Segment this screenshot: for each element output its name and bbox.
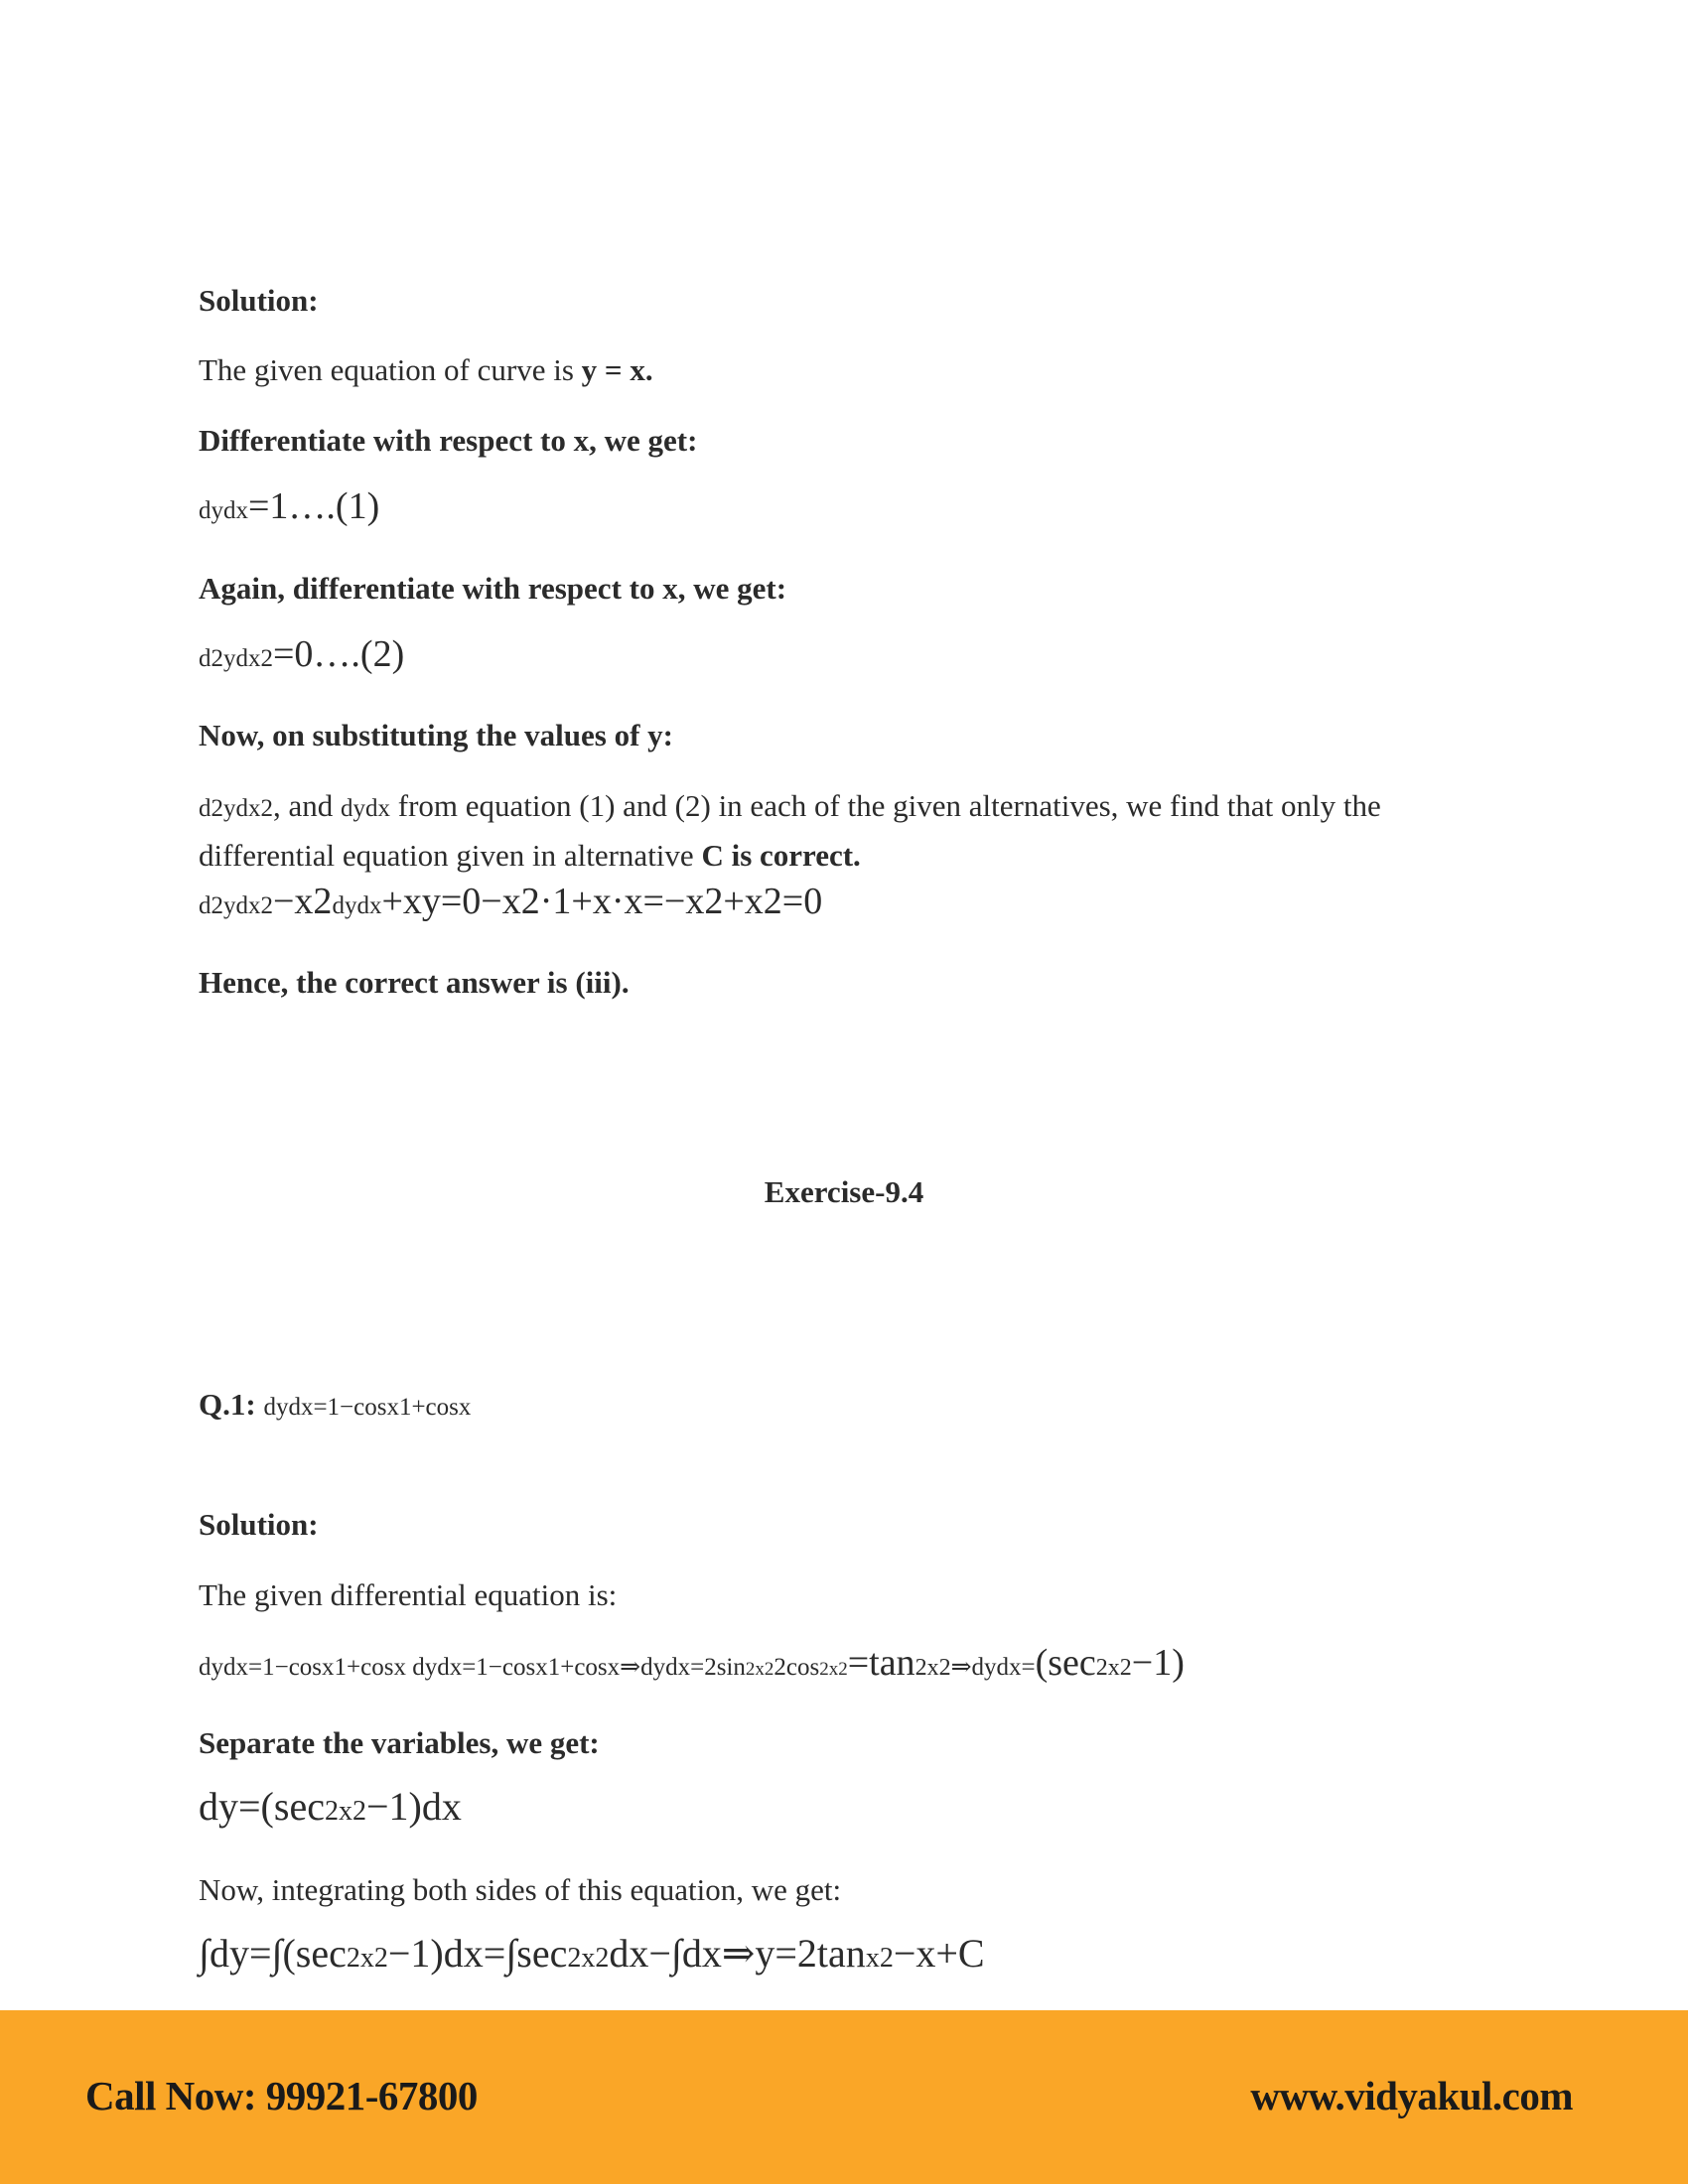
second-derivative-term: d2ydx2 — [199, 795, 273, 822]
equation-4-part-3: 2cos — [774, 1654, 820, 1681]
given-de-text: The given differential equation is: — [199, 1577, 618, 1612]
equation-3-part-4: +xy=0−x2·1+x·x=−x2+x2=0 — [381, 881, 823, 922]
question-1 — [199, 1385, 471, 1428]
equation-2 — [199, 634, 404, 679]
equation-1-derivative: dydx — [199, 497, 248, 524]
equation-6 — [199, 1931, 985, 1979]
equation-3 — [199, 882, 822, 926]
equation-5-part-3: −1)dx — [365, 1784, 462, 1829]
equation-4-part-7: ⇒dydx= — [950, 1654, 1036, 1681]
exercise-title: Exercise-9.4 — [764, 1174, 924, 1209]
equation-4-part-8: (sec — [1035, 1642, 1096, 1684]
integrate-text: Now, integrating both sides of this equation, we get: — [199, 1872, 842, 1907]
equation-4-part-5: =tan — [847, 1642, 915, 1684]
question-1-label: Q.1: — [199, 1387, 256, 1422]
substitute-heading: Now, on substituting the values of y: — [199, 718, 673, 752]
answer-line: Hence, the correct answer is (iii). — [199, 965, 630, 1000]
equation-4-part-2: 2x2 — [745, 1659, 774, 1680]
equation-3-part-2: −x2 — [273, 881, 333, 922]
question-1-equation: dydx=1−cosx1+cosx — [263, 1394, 472, 1421]
equation-6-part-4: 2x2 — [567, 1943, 610, 1974]
separate-heading: Separate the variables, we get: — [199, 1725, 600, 1760]
equation-2-value: =0….(2) — [273, 633, 405, 675]
equation-2-derivative: d2ydx2 — [199, 645, 273, 672]
equation-6-part-5: dx−∫dx⇒y=2tan — [609, 1931, 866, 1976]
correct-alternative: C is correct. — [701, 838, 861, 873]
equation-3-part-1: d2ydx2 — [199, 892, 273, 919]
equation-4-part-10: −1) — [1131, 1642, 1185, 1684]
given-curve-line — [199, 350, 653, 390]
equation-5 — [199, 1784, 462, 1832]
substitute-text-and: , and — [273, 788, 342, 823]
equation-4 — [199, 1643, 1185, 1690]
substitute-paragraph-line-1 — [199, 786, 1381, 829]
footer-banner — [0, 2010, 1688, 2184]
differentiate-heading: Differentiate with respect to x, we get: — [199, 423, 698, 458]
equation-6-part-2: 2x2 — [346, 1943, 388, 1974]
equation-1 — [199, 486, 379, 531]
solution-heading: Solution: — [199, 283, 319, 318]
equation-4-part-1: dydx=1−cosx1+cosx dydx=1−cosx1+cosx⇒dydx=2sin — [199, 1654, 746, 1681]
equation-6-part-1: ∫dy=∫(sec — [199, 1931, 347, 1976]
substitute-paragraph-line-2 — [199, 836, 861, 876]
equation-4-part-6: 2x2 — [914, 1655, 951, 1681]
equation-6-part-3: −1)dx=∫sec — [387, 1931, 568, 1976]
equation-6-part-7: −x+C — [893, 1931, 985, 1976]
equation-4-part-9: 2x2 — [1095, 1655, 1132, 1681]
given-curve-equation: y = x. — [581, 352, 653, 387]
equation-5-part-2: 2x2 — [324, 1796, 366, 1827]
equation-1-value: =1….(1) — [248, 485, 380, 527]
equation-3-part-3: dydx — [332, 892, 382, 919]
first-derivative-term: dydx — [341, 795, 391, 822]
equation-5-part-1: dy=(sec — [199, 1784, 325, 1829]
website-link[interactable]: www.vidyakul.com — [1250, 2073, 1573, 2118]
equation-4-part-4: 2x2 — [819, 1659, 848, 1680]
substitute-text-2: differential equation given in alternative — [199, 838, 702, 873]
equation-6-part-6: x2 — [865, 1943, 894, 1974]
solution-2-heading: Solution: — [199, 1507, 319, 1542]
given-curve-text: The given equation of curve is — [199, 352, 582, 387]
substitute-text-tail: from equation (1) and (2) in each of the given alternatives, we find that only the — [390, 788, 1381, 823]
call-now-phone[interactable]: Call Now: 99921-67800 — [85, 2073, 478, 2118]
again-differentiate-heading: Again, differentiate with respect to x, we get: — [199, 571, 787, 606]
